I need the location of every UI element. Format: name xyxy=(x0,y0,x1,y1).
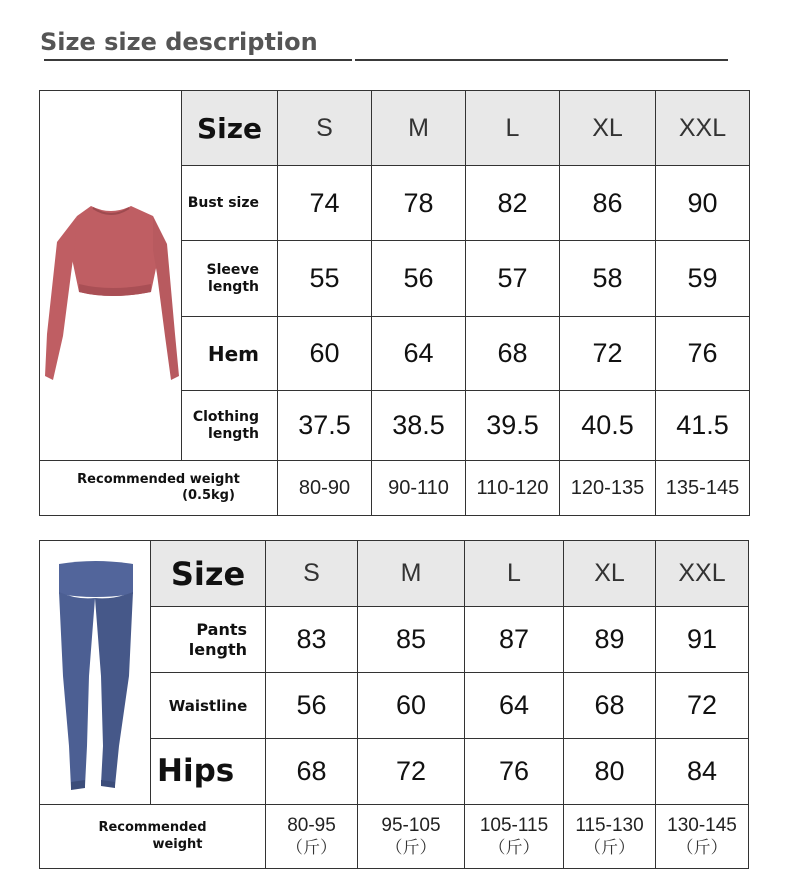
length-m: 38.5 xyxy=(372,391,466,461)
sleeve-xxl: 59 xyxy=(656,241,750,317)
title-underline xyxy=(44,59,728,61)
bottom-size-s: S xyxy=(266,541,358,607)
top-rec-s: 80-90 xyxy=(278,461,372,516)
row-label-waistline: Waistline xyxy=(151,673,266,739)
bottom-rec-m-unit: （斤） xyxy=(385,837,437,858)
bottom-garment-image xyxy=(40,541,151,805)
bottom-rec-s-unit: （斤） xyxy=(286,837,337,858)
top-size-table xyxy=(39,90,750,516)
bust-xxl: 90 xyxy=(656,166,750,241)
bottom-rec-xl-value: 115-130 xyxy=(575,814,644,836)
bottom-rec-m xyxy=(358,805,465,869)
bust-l: 82 xyxy=(466,166,560,241)
row-label-clothing-length: Clothing length xyxy=(182,391,278,461)
bottom-size-xxl: XXL xyxy=(656,541,749,607)
top-size-m: M xyxy=(372,91,466,166)
hips-l: 76 xyxy=(465,739,564,805)
bottom-size-xl: XL xyxy=(564,541,656,607)
hem-s: 60 xyxy=(278,317,372,391)
bottom-rec-xl xyxy=(564,805,656,869)
bottom-rec-label-line1: Recommended xyxy=(98,820,207,836)
bottom-rec-xl-unit: （斤） xyxy=(584,837,635,858)
hips-xl: 80 xyxy=(564,739,656,805)
bottom-recommended-weight-label xyxy=(40,805,266,869)
top-garment-image xyxy=(40,91,182,461)
waist-m: 60 xyxy=(358,673,465,739)
page-title: Size size description xyxy=(40,28,318,56)
waist-xxl: 72 xyxy=(656,673,749,739)
bottom-rec-s-value: 80-95 xyxy=(287,814,336,836)
hem-xxl: 76 xyxy=(656,317,750,391)
bottom-rec-xxl-unit: （斤） xyxy=(676,837,728,858)
row-label-pants-length: Pants length xyxy=(151,607,266,673)
title-underline-gap xyxy=(352,59,355,61)
top-rec-xl: 120-135 xyxy=(560,461,656,516)
pants-s: 83 xyxy=(266,607,358,673)
bottom-size-l: L xyxy=(465,541,564,607)
top-rec-label-line1: Recommended weight xyxy=(77,471,240,487)
bottom-rec-xxl-value: 130-145 xyxy=(667,814,737,836)
sleeve-m: 56 xyxy=(372,241,466,317)
top-rec-label-line2: (0.5kg) xyxy=(182,488,235,503)
sleeve-s: 55 xyxy=(278,241,372,317)
top-size-l: L xyxy=(466,91,560,166)
hem-l: 68 xyxy=(466,317,560,391)
pants-m: 85 xyxy=(358,607,465,673)
bust-xl: 86 xyxy=(560,166,656,241)
top-header-size-label: Size xyxy=(182,91,278,166)
bottom-rec-xxl xyxy=(656,805,749,869)
bottom-rec-l xyxy=(465,805,564,869)
hips-xxl: 84 xyxy=(656,739,749,805)
length-xl: 40.5 xyxy=(560,391,656,461)
bottom-header-size-label: Size xyxy=(151,541,266,607)
hem-m: 64 xyxy=(372,317,466,391)
waist-s: 56 xyxy=(266,673,358,739)
bottom-rec-label-line2: weight xyxy=(152,836,203,852)
top-rec-xxl: 135-145 xyxy=(656,461,750,516)
hips-m: 72 xyxy=(358,739,465,805)
top-size-xl: XL xyxy=(560,91,656,166)
top-recommended-weight-label xyxy=(40,461,278,516)
bottom-rec-s xyxy=(266,805,358,869)
leggings-illustration xyxy=(41,546,149,796)
bottom-size-table xyxy=(39,540,749,869)
bottom-rec-l-unit: （斤） xyxy=(488,837,540,858)
pants-xl: 89 xyxy=(564,607,656,673)
pants-xxl: 91 xyxy=(656,607,749,673)
top-rec-l: 110-120 xyxy=(466,461,560,516)
length-xxl: 41.5 xyxy=(656,391,750,461)
hips-s: 68 xyxy=(266,739,358,805)
sleeve-xl: 58 xyxy=(560,241,656,317)
top-size-s: S xyxy=(278,91,372,166)
row-label-bust-size: Bust size xyxy=(182,166,278,241)
row-label-hem: Hem xyxy=(182,317,278,391)
bust-s: 74 xyxy=(278,166,372,241)
hem-xl: 72 xyxy=(560,317,656,391)
waist-xl: 68 xyxy=(564,673,656,739)
top-rec-m: 90-110 xyxy=(372,461,466,516)
row-label-sleeve-length: Sleeve length xyxy=(182,241,278,317)
bust-m: 78 xyxy=(372,166,466,241)
top-size-xxl: XXL xyxy=(656,91,750,166)
waist-l: 64 xyxy=(465,673,564,739)
row-label-hips: Hips xyxy=(151,739,266,805)
length-l: 39.5 xyxy=(466,391,560,461)
sleeve-l: 57 xyxy=(466,241,560,317)
pants-l: 87 xyxy=(465,607,564,673)
bottom-size-m: M xyxy=(358,541,465,607)
length-s: 37.5 xyxy=(278,391,372,461)
bottom-rec-m-value: 95-105 xyxy=(381,814,441,836)
crop-top-illustration xyxy=(41,124,181,424)
bottom-rec-l-value: 105-115 xyxy=(479,814,549,836)
